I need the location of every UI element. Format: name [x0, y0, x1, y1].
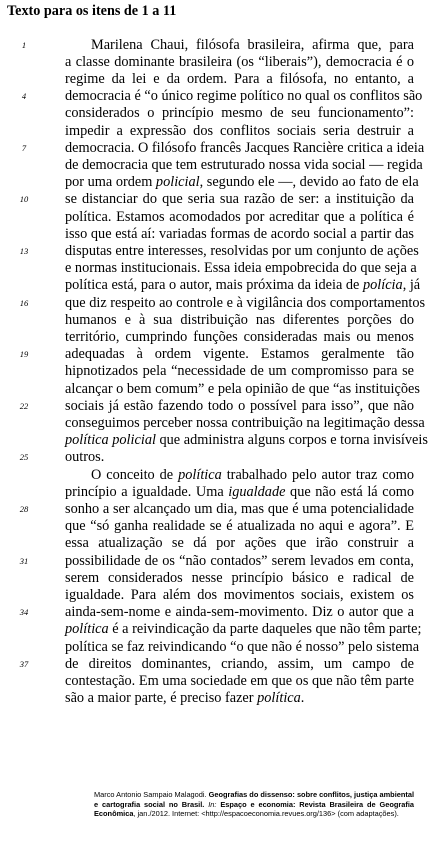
line-number: 34 [19, 607, 29, 618]
text-line: sonho a ser alcançado um dia, mas que é uma potencialidade [65, 500, 414, 517]
text-line: a classe dominante brasileira (os “liberais”), democracia é o [65, 53, 414, 70]
text-line: democracia. O filósofo francês Jacques Rancière critica a ideia [65, 139, 425, 156]
line-number: 4 [21, 91, 27, 102]
text-line: território, cumprindo funções consideradas mais ou menos [65, 328, 414, 345]
line-number: 19 [19, 349, 29, 360]
section-title: Texto para os itens de 1 a 11 [7, 3, 177, 19]
line-number: 28 [19, 503, 29, 514]
line-number: 37 [19, 658, 29, 669]
text-line: conseguimos perceber nossa contribuição na legitimação dessa [65, 414, 425, 431]
text-line: possibilidade de os “não contados” serem levados em conta, [65, 552, 414, 569]
line-number: 7 [21, 142, 27, 153]
line-number: 31 [19, 555, 29, 566]
text-line: igualdade. Para além dos movimentos sociais, existem os [65, 586, 414, 603]
source-line: Marco Antonio Sampaio Malagodi. Geografias do dissenso: sobre conflitos, justiça ambiental [94, 790, 415, 799]
line-number: 16 [19, 297, 29, 308]
text-line: por uma ordem policial, segundo ele —, devido ao fato de ela [65, 174, 419, 191]
text-line: Marilena Chaui, filósofa brasileira, afirma que, para [91, 36, 414, 53]
text-line: política está, para o autor, mais próxima da ideia de polícia, já [65, 277, 421, 294]
text-line: democracia é “o único regime político no qual os conflitos são [65, 88, 423, 105]
line-number: 22 [19, 400, 29, 411]
text-line: política. Estamos acomodados por acreditar que a política é [65, 208, 414, 225]
text-line: O conceito de política trabalhado pelo autor traz como [91, 466, 414, 483]
text-line: ainda-sem-nome e ainda-sem-movimento. Diz o autor que a [65, 604, 414, 621]
text-line: que “só ganha realidade se é atualizada no aqui e agora”. E [65, 518, 414, 535]
text-line: impedir a expressão dos conflitos sociais seria destruir a [65, 122, 414, 139]
text-line: alcançar o bem comum” e pela opinião de que “as instituições [65, 380, 420, 397]
text-line: de democracia que tem estruturado nossa vida social — regida [65, 156, 423, 173]
text-line: adequadas à ordem vigente. Estamos geralmente tão [65, 346, 414, 363]
text-line: são a maior parte, é preciso fazer política. [65, 690, 305, 707]
line-number: 10 [19, 194, 29, 205]
text-line: serem considerados nesse princípio básico e radical de [65, 569, 414, 586]
text-line: política é a reivindicação da parte daqueles que não têm parte; [65, 621, 422, 638]
text-line: considerados o princípio mesmo de seu funcionamento”: [65, 105, 414, 122]
text-line: outros. [65, 449, 105, 466]
text-line: contestação. Em uma sociedade em que os que não têm parte [65, 672, 414, 689]
text-line: de direitos dominantes, criando, assim, um campo de [65, 655, 414, 672]
text-line: se distanciar do que seria sua razão de ser: a instituição da [65, 191, 414, 208]
text-line: hipnotizados pela “necessidade de um compromisso para se [65, 363, 414, 380]
text-line: política policial que administra alguns corpos e torna invisíveis [65, 432, 428, 449]
line-number: 1 [21, 39, 27, 50]
source-line: Econômica, jan./2012. Internet: <http://espacoeconomia.revues.org/136> (com adaptações). [94, 809, 399, 818]
text-line: humanos e à sua distribuição nas diferentes porções do [65, 311, 414, 328]
text-line: e normas institucionais. Essa ideia empobrecida do que seja a [65, 260, 417, 277]
text-line: regime da lei e da ordem. Para a filósofa, no entanto, a [65, 70, 414, 87]
text-line: política se faz reivindicando “o que não é nosso” pelo sistema [65, 638, 420, 655]
source-line: e cartografia social no Brasil. In: Espaço e economia: Revista Brasileira de Geografia [94, 799, 414, 809]
text-line: princípio a igualdade. Uma igualdade que não está lá como [65, 483, 414, 500]
line-number: 13 [19, 245, 29, 256]
text-line: essa atualização se dá por ações que irão construir a [65, 535, 414, 552]
line-number: 25 [19, 452, 29, 463]
text-line: sociais já estão fazendo todo o possível para isso”, que não [65, 397, 414, 414]
text-line: que diz respeito ao controle e à vigilância dos comportamentos [65, 294, 426, 311]
text-line: disputas entre interesses, resolvidas por um conjunto de ações [65, 242, 419, 259]
text-line: isso que está aí: variadas formas de acordo social a partir das [65, 225, 414, 242]
